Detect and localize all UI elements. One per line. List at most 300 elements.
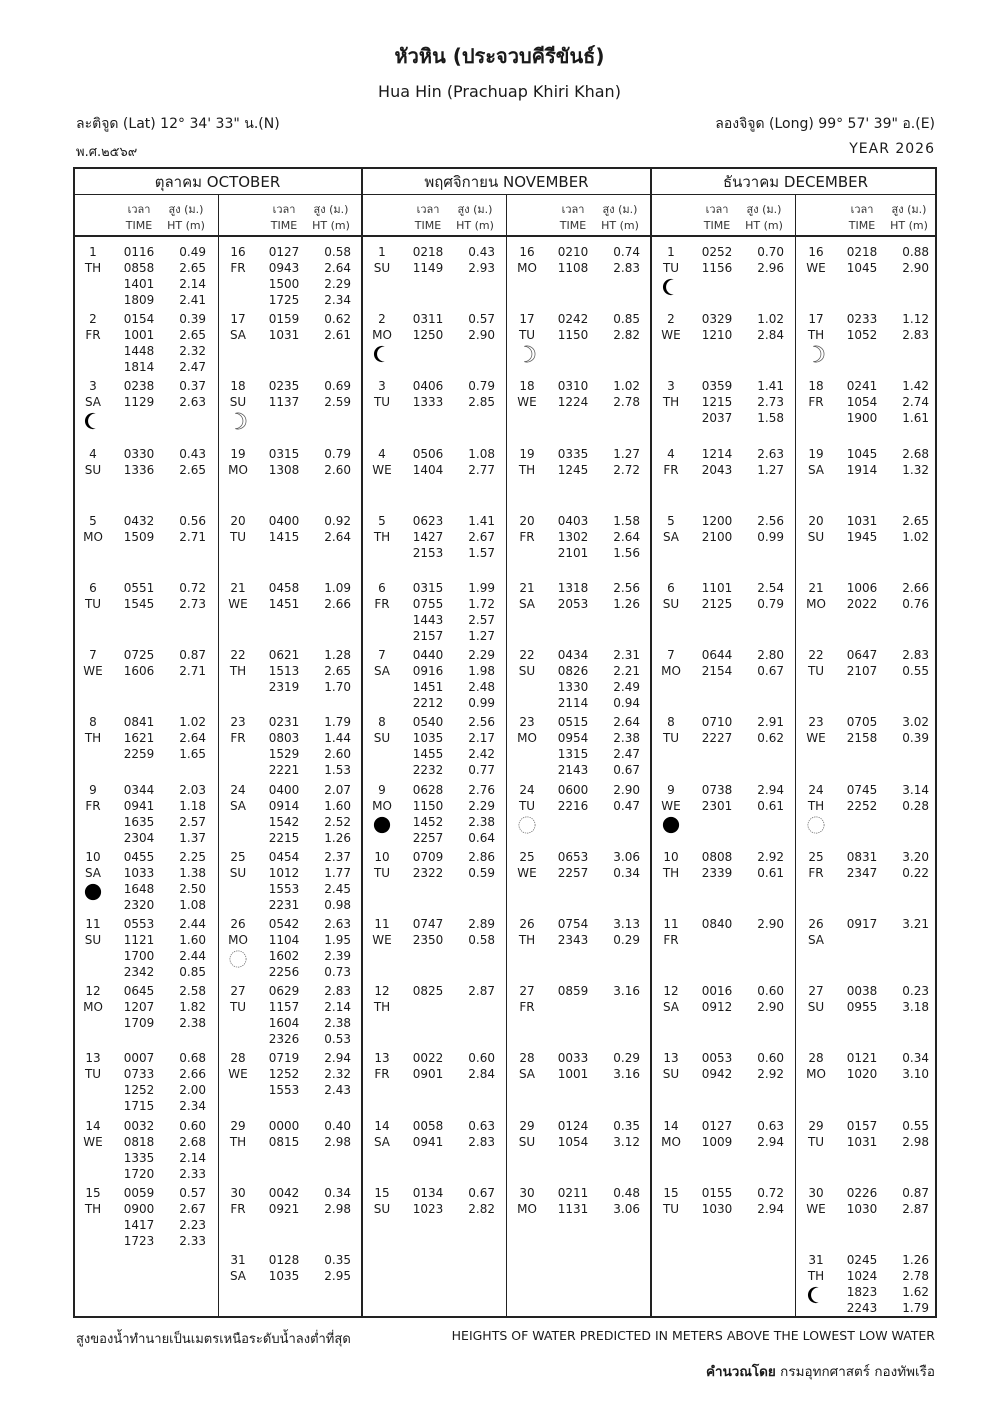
tide-height: 3.13 xyxy=(613,917,640,931)
day-number: 6 xyxy=(89,581,97,595)
month-header: พฤศจิกายน NOVEMBER xyxy=(424,173,589,191)
tide-height: 0.43 xyxy=(179,446,206,461)
tide-height: 0.99 xyxy=(468,696,495,711)
day-number: 14 xyxy=(374,1118,390,1133)
credit-org: กรมอุทกศาสตร์ กองทัพเรือ xyxy=(780,1364,935,1380)
column-header-time: เวลา xyxy=(416,203,440,216)
tide-height: 0.88 xyxy=(902,245,929,259)
tide-time: 2326 xyxy=(268,1032,300,1047)
tide-height: 2.44 xyxy=(179,949,206,963)
day-of-week: FR xyxy=(519,529,535,544)
tide-time: 2343 xyxy=(557,933,589,947)
day-of-week: TU xyxy=(373,865,391,880)
tide-time: 2215 xyxy=(268,830,300,845)
tide-height: 2.83 xyxy=(902,328,929,343)
tide-time: 2125 xyxy=(701,597,733,611)
tide-height: 0.55 xyxy=(902,664,929,679)
day-of-week: TU xyxy=(229,1000,247,1015)
tide-time: 1448 xyxy=(123,344,155,359)
day-of-week: SU xyxy=(662,597,680,611)
day-of-week: SA xyxy=(662,1000,680,1015)
tide-time: 0826 xyxy=(557,664,589,679)
tide-time: 2043 xyxy=(701,462,733,477)
tide-time: 1302 xyxy=(557,529,589,544)
tide-height: 2.83 xyxy=(902,648,929,663)
tide-height: 2.37 xyxy=(324,849,351,864)
day-number: 7 xyxy=(89,648,97,663)
tide-time: 2053 xyxy=(557,597,589,611)
day-number: 19 xyxy=(230,446,246,461)
tide-time: 0218 xyxy=(846,245,878,259)
tide-time: 1602 xyxy=(268,949,300,963)
tide-time: 0542 xyxy=(268,917,300,931)
tide-height: 1.61 xyxy=(902,411,929,426)
tide-time: 0858 xyxy=(123,261,155,275)
tide-time: 0859 xyxy=(557,984,589,999)
tide-time: 0218 xyxy=(412,245,444,259)
tide-height: 2.91 xyxy=(757,715,784,730)
tide-time: 1720 xyxy=(123,1166,155,1181)
tide-height: 0.40 xyxy=(324,1118,351,1133)
tide-time: 1715 xyxy=(123,1099,155,1114)
tide-time: 1315 xyxy=(557,747,589,762)
tide-height: 2.74 xyxy=(902,395,929,410)
tide-height: 1.08 xyxy=(468,446,495,461)
tide-height: 2.78 xyxy=(902,1269,929,1283)
day-of-week: SA xyxy=(807,462,825,477)
tide-time: 1335 xyxy=(123,1150,155,1165)
tide-height: 2.64 xyxy=(613,529,640,544)
tide-height: 3.18 xyxy=(902,1000,929,1015)
tide-height: 2.65 xyxy=(179,261,206,275)
day-of-week: SA xyxy=(807,933,825,947)
day-number: 11 xyxy=(85,917,101,931)
tide-time: 0506 xyxy=(412,446,444,461)
day-number: 18 xyxy=(808,379,824,394)
tide-height: 2.45 xyxy=(324,881,351,896)
day-of-week: WE xyxy=(228,597,248,611)
tide-time: 2212 xyxy=(412,696,444,711)
tide-time: 0440 xyxy=(412,648,444,663)
tide-height: 0.76 xyxy=(902,597,929,611)
day-number: 9 xyxy=(378,782,386,797)
tide-height: 2.25 xyxy=(179,849,206,864)
tide-time: 1150 xyxy=(557,328,589,343)
tide-height: 2.87 xyxy=(902,1201,929,1216)
tide-height: 1.32 xyxy=(902,462,929,477)
last-moon-icon xyxy=(373,345,391,363)
tide-height: 2.39 xyxy=(324,949,351,963)
day-of-week: MO xyxy=(517,261,537,275)
tide-time: 0454 xyxy=(268,849,300,864)
tide-height: 2.65 xyxy=(902,513,929,528)
tide-height: 2.23 xyxy=(179,1217,206,1232)
tide-height: 1.27 xyxy=(613,446,640,461)
day-of-week: WE xyxy=(661,328,681,343)
day-number: 3 xyxy=(378,379,386,394)
tide-height: 2.78 xyxy=(613,395,640,410)
tide-time: 0038 xyxy=(846,984,878,999)
tide-height: 0.74 xyxy=(613,245,640,259)
tide-height: 2.66 xyxy=(324,597,351,611)
tide-height: 2.95 xyxy=(324,1269,351,1283)
tide-time: 0127 xyxy=(268,245,300,259)
day-of-week: TU xyxy=(662,1201,680,1216)
column-header-height: HT (m) xyxy=(456,219,494,232)
tide-height: 2.84 xyxy=(757,328,784,343)
tide-height: 3.06 xyxy=(613,1201,640,1216)
day-of-week: SU xyxy=(807,529,825,544)
tide-height: 2.68 xyxy=(179,1134,206,1149)
tide-height: 1.42 xyxy=(902,379,929,394)
tide-time: 1451 xyxy=(412,680,444,695)
day-number: 27 xyxy=(808,984,824,999)
tide-height: 2.73 xyxy=(179,597,206,611)
day-of-week: TU xyxy=(807,1134,825,1149)
tide-time: 0808 xyxy=(701,849,733,864)
tide-time: 0840 xyxy=(701,917,733,931)
tide-time: 1245 xyxy=(557,462,589,477)
tide-height: 2.32 xyxy=(324,1067,351,1082)
day-of-week: SA xyxy=(518,1067,536,1082)
tide-time: 0124 xyxy=(557,1118,589,1133)
tide-time: 0733 xyxy=(123,1067,155,1082)
day-of-week: WE xyxy=(806,1201,826,1216)
day-number: 29 xyxy=(519,1118,535,1133)
day-number: 28 xyxy=(230,1051,246,1066)
day-number: 23 xyxy=(808,715,824,730)
column-header-height: HT (m) xyxy=(601,219,639,232)
tide-time: 0154 xyxy=(123,312,155,327)
tide-time: 0238 xyxy=(123,379,155,394)
day-number: 23 xyxy=(230,715,246,730)
day-number: 27 xyxy=(519,984,535,999)
day-of-week: SA xyxy=(229,328,247,343)
column-header-time: TIME xyxy=(125,219,153,232)
tide-height: 2.83 xyxy=(468,1134,495,1149)
tide-height: 2.66 xyxy=(902,581,929,595)
tide-time: 0042 xyxy=(268,1185,300,1200)
day-number: 25 xyxy=(519,849,535,864)
tide-height: 1.12 xyxy=(902,312,929,327)
tide-height: 2.90 xyxy=(902,261,929,275)
day-of-week: MO xyxy=(372,328,392,343)
tide-height: 2.94 xyxy=(757,1134,784,1149)
day-of-week: TH xyxy=(373,529,391,544)
tide-time: 1020 xyxy=(846,1067,878,1082)
day-of-week: WE xyxy=(83,1134,103,1149)
tide-height: 1.02 xyxy=(613,379,640,394)
tide-height: 0.28 xyxy=(902,798,929,813)
tide-time: 0032 xyxy=(123,1118,155,1133)
tide-time: 1513 xyxy=(268,664,300,679)
tide-time: 0344 xyxy=(123,782,155,797)
tide-height: 0.62 xyxy=(757,731,784,746)
tide-time: 2143 xyxy=(557,763,589,778)
day-of-week: WE xyxy=(372,462,392,477)
tide-height: 2.07 xyxy=(324,782,351,797)
tide-time: 1333 xyxy=(412,395,444,410)
tide-height: 2.98 xyxy=(902,1134,929,1149)
tide-height: 0.60 xyxy=(468,1051,495,1066)
tide-time: 0359 xyxy=(701,379,733,394)
tide-time: 1150 xyxy=(412,798,444,813)
tide-time: 2154 xyxy=(701,664,733,679)
tide-height: 1.26 xyxy=(613,597,640,611)
day-number: 4 xyxy=(667,446,675,461)
tide-time: 0621 xyxy=(268,648,300,663)
column-header-height: สูง (ม.) xyxy=(746,203,782,216)
tide-time: 1001 xyxy=(557,1067,589,1082)
tide-height: 1.56 xyxy=(613,545,640,560)
tide-time: 0315 xyxy=(412,581,444,595)
tide-time: 2157 xyxy=(412,629,444,643)
tide-time: 1606 xyxy=(123,664,155,679)
tide-height: 2.42 xyxy=(468,747,495,762)
tide-height: 1.09 xyxy=(324,581,351,595)
tide-time: 0912 xyxy=(701,1000,733,1015)
tide-height: 1.58 xyxy=(757,411,784,426)
day-number: 9 xyxy=(89,782,97,797)
tide-height: 3.12 xyxy=(613,1134,640,1149)
tide-height: 2.82 xyxy=(613,328,640,343)
tide-time: 0315 xyxy=(268,446,300,461)
day-number: 30 xyxy=(519,1185,535,1200)
day-of-week: SA xyxy=(84,865,102,880)
tide-height: 2.90 xyxy=(468,328,495,343)
day-number: 4 xyxy=(89,446,97,461)
tide-time: 1009 xyxy=(701,1134,733,1149)
tide-height: 2.63 xyxy=(179,395,206,410)
day-of-week: TH xyxy=(373,1000,391,1015)
tide-height: 2.64 xyxy=(324,261,351,275)
tide-time: 1500 xyxy=(268,277,300,291)
day-of-week: WE xyxy=(806,261,826,275)
tide-height: 0.69 xyxy=(324,379,351,394)
tide-height: 2.59 xyxy=(324,395,351,410)
tide-time: 1509 xyxy=(123,529,155,544)
tide-height: 1.70 xyxy=(324,680,351,695)
tide-time: 0647 xyxy=(846,648,878,663)
day-of-week: TH xyxy=(229,1134,247,1149)
tide-height: 0.58 xyxy=(468,933,495,947)
day-of-week: TH xyxy=(807,1269,825,1283)
tide-height: 2.58 xyxy=(179,984,206,999)
tide-time: 1451 xyxy=(268,597,300,611)
tide-time: 0329 xyxy=(701,312,733,327)
day-of-week: SU xyxy=(518,664,536,679)
column-header-height: HT (m) xyxy=(890,219,928,232)
tide-time: 0755 xyxy=(412,597,444,611)
tide-height: 2.89 xyxy=(468,917,495,931)
tide-time: 0000 xyxy=(268,1118,300,1133)
day-of-week: FR xyxy=(808,395,824,410)
latitude-label: ละติจูด (Lat) 12° 34' 33" น.(N) xyxy=(76,116,280,132)
tide-height: 2.47 xyxy=(179,360,206,375)
tide-height: 0.22 xyxy=(902,865,929,880)
tide-time: 1404 xyxy=(412,462,444,477)
day-number: 25 xyxy=(230,849,246,864)
day-of-week: MO xyxy=(83,1000,103,1015)
day-number: 31 xyxy=(230,1253,246,1267)
half-month-divider xyxy=(218,194,219,1318)
tide-height: 2.29 xyxy=(324,277,351,291)
tide-time: 0245 xyxy=(846,1253,878,1267)
day-number: 22 xyxy=(808,648,824,663)
column-header-height: HT (m) xyxy=(745,219,783,232)
tide-height: 2.82 xyxy=(468,1201,495,1216)
day-number: 31 xyxy=(808,1253,824,1267)
tide-time: 0921 xyxy=(268,1201,300,1216)
tide-time: 2022 xyxy=(846,597,878,611)
day-number: 29 xyxy=(808,1118,824,1133)
day-of-week: TU xyxy=(518,328,536,343)
tide-height: 2.71 xyxy=(179,664,206,679)
tide-height: 2.48 xyxy=(468,680,495,695)
tide-time: 0917 xyxy=(846,917,878,931)
footer-note-thai: สูงของน้ำทำนายเป็นเมตรเหนือระดับน้ำลงต่ำที่สุด xyxy=(76,1332,351,1347)
tide-height: 2.57 xyxy=(468,613,495,627)
tide-time: 0058 xyxy=(412,1118,444,1133)
tide-height: 2.64 xyxy=(179,731,206,746)
tide-height: 2.65 xyxy=(179,328,206,343)
tide-height: 1.37 xyxy=(179,830,206,845)
day-of-week: SA xyxy=(373,664,391,679)
tide-time: 0400 xyxy=(268,782,300,797)
tide-height: 3.21 xyxy=(902,917,929,931)
tide-height: 0.63 xyxy=(757,1118,784,1133)
full-moon-icon xyxy=(807,816,825,834)
tide-time: 0311 xyxy=(412,312,444,327)
day-of-week: MO xyxy=(517,1201,537,1216)
tide-time: 1250 xyxy=(412,328,444,343)
day-number: 13 xyxy=(374,1051,390,1066)
year-label: YEAR 2026 xyxy=(849,141,935,157)
tide-height: 2.92 xyxy=(757,849,784,864)
tide-time: 1648 xyxy=(123,881,155,896)
day-of-week: SU xyxy=(84,462,102,477)
tide-time: 1308 xyxy=(268,462,300,477)
tide-time: 1621 xyxy=(123,731,155,746)
first-moon-icon xyxy=(229,412,247,430)
day-number: 22 xyxy=(519,648,535,663)
day-number: 20 xyxy=(519,513,535,528)
tide-time: 0818 xyxy=(123,1134,155,1149)
tide-time: 0916 xyxy=(412,664,444,679)
day-of-week: SU xyxy=(373,1201,391,1216)
day-of-week: WE xyxy=(228,1067,248,1082)
tide-height: 0.72 xyxy=(179,581,206,595)
tide-height: 1.95 xyxy=(324,933,351,947)
day-number: 12 xyxy=(374,984,390,999)
tide-height: 1.53 xyxy=(324,763,351,778)
day-of-week: SA xyxy=(662,529,680,544)
day-number: 3 xyxy=(89,379,97,394)
tide-height: 0.61 xyxy=(757,798,784,813)
column-header-height: สูง (ม.) xyxy=(313,203,349,216)
column-header-time: TIME xyxy=(414,219,442,232)
tide-time: 0059 xyxy=(123,1185,155,1200)
tide-height: 2.29 xyxy=(468,648,495,663)
tide-height: 0.34 xyxy=(324,1185,351,1200)
tide-time: 0242 xyxy=(557,312,589,327)
tide-height: 1.27 xyxy=(757,462,784,477)
column-header-height: สูง (ม.) xyxy=(168,203,204,216)
tide-time: 1137 xyxy=(268,395,300,410)
tide-time: 0754 xyxy=(557,917,589,931)
tide-height: 2.94 xyxy=(757,782,784,797)
tide-time: 2216 xyxy=(557,798,589,813)
tide-time: 2339 xyxy=(701,865,733,880)
column-header-height: HT (m) xyxy=(312,219,350,232)
first-moon-icon xyxy=(807,345,825,363)
tide-height: 0.34 xyxy=(902,1051,929,1066)
tide-time: 1318 xyxy=(557,581,589,595)
tide-height: 0.23 xyxy=(902,984,929,999)
tide-time: 0942 xyxy=(701,1067,733,1082)
tide-time: 1035 xyxy=(412,731,444,746)
tide-height: 2.68 xyxy=(902,446,929,461)
tide-time: 1553 xyxy=(268,1083,300,1098)
tide-time: 1031 xyxy=(268,328,300,343)
day-number: 14 xyxy=(663,1118,679,1133)
tide-height: 0.35 xyxy=(613,1118,640,1133)
tide-height: 1.44 xyxy=(324,731,351,746)
day-of-week: FR xyxy=(663,933,679,947)
tide-time: 0941 xyxy=(412,1134,444,1149)
day-of-week: TU xyxy=(229,529,247,544)
tide-height: 0.67 xyxy=(757,664,784,679)
tide-height: 2.33 xyxy=(179,1233,206,1248)
day-number: 10 xyxy=(374,849,390,864)
tide-height: 2.14 xyxy=(179,1150,206,1165)
last-moon-icon xyxy=(84,412,102,430)
day-of-week: MO xyxy=(228,462,248,477)
tide-height: 2.14 xyxy=(179,277,206,291)
tide-height: 1.41 xyxy=(757,379,784,394)
tide-height: 0.77 xyxy=(468,763,495,778)
tide-height: 2.38 xyxy=(324,1016,351,1031)
tide-time: 1031 xyxy=(846,1134,878,1149)
tide-height: 1.58 xyxy=(613,513,640,528)
tide-time: 0458 xyxy=(268,581,300,595)
tide-time: 0710 xyxy=(701,715,733,730)
page-title-english: Hua Hin (Prachuap Khiri Khan) xyxy=(378,82,621,101)
day-number: 7 xyxy=(378,648,386,663)
day-of-week: TH xyxy=(807,328,825,343)
tide-height: 2.85 xyxy=(468,395,495,410)
tide-time: 0709 xyxy=(412,849,444,864)
tide-time: 2114 xyxy=(557,696,589,711)
tide-time: 1545 xyxy=(123,597,155,611)
tide-time: 0738 xyxy=(701,782,733,797)
tide-height: 2.64 xyxy=(613,715,640,730)
tide-height: 2.65 xyxy=(324,664,351,679)
tide-time: 0310 xyxy=(557,379,589,394)
tide-height: 0.79 xyxy=(324,446,351,461)
tide-time: 0955 xyxy=(846,1000,878,1015)
footer-note-english: HEIGHTS OF WATER PREDICTED IN METERS ABOVE THE LOWEST LOW WATER xyxy=(451,1328,935,1343)
tide-time: 0233 xyxy=(846,312,878,327)
tide-time: 0241 xyxy=(846,379,878,394)
tide-height: 2.60 xyxy=(324,747,351,762)
day-number: 28 xyxy=(808,1051,824,1066)
day-number: 14 xyxy=(85,1118,101,1133)
day-of-week: WE xyxy=(83,664,103,679)
tide-time: 1210 xyxy=(701,328,733,343)
day-of-week: TH xyxy=(84,261,102,275)
day-number: 1 xyxy=(667,245,675,259)
